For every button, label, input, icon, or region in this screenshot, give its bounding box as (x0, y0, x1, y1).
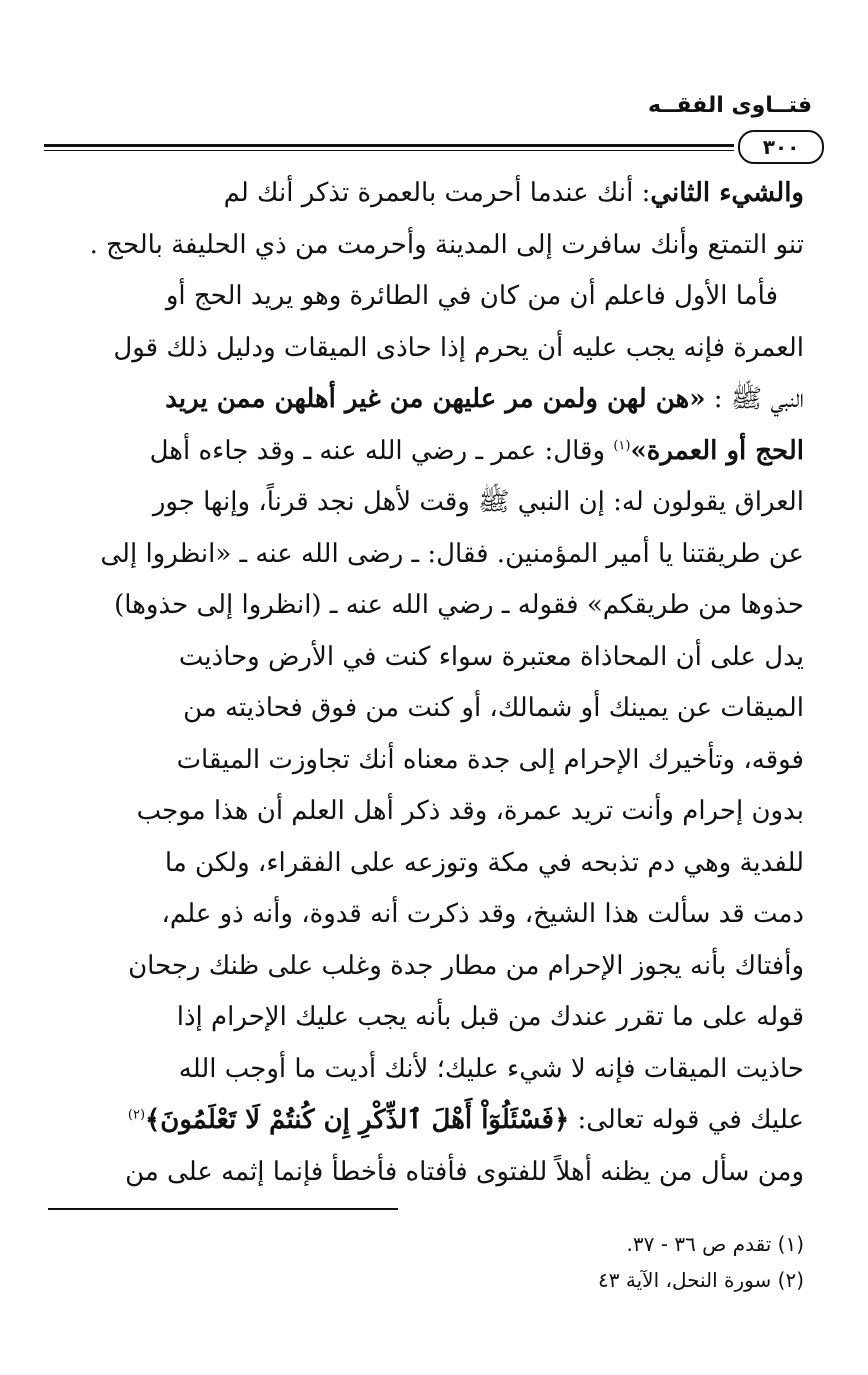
header-rule (44, 130, 824, 166)
text-span: النبي ﷺ : (713, 384, 804, 414)
footnote-divider (48, 1208, 398, 1210)
footnote-marker-2: (٢) (127, 1107, 146, 1123)
footnotes (52, 1226, 804, 1298)
text-line: فوقه، وتأخيرك الإحرام إلى جدة معناه أنك تجاوزت الميقات (176, 744, 804, 775)
text-line: وأفتاك بأنه يجوز الإحرام من مطار جدة وغلب على ظنك رجحان (128, 950, 804, 981)
header-rule-thin (44, 150, 734, 151)
page-header (44, 92, 824, 166)
header-rule-thick (44, 144, 734, 147)
text-line: بدون إحرام وأنت تريد عمرة، وقد ذكر أهل العلم أن هذا موجب (136, 796, 804, 826)
footnote-marker-1: (١) (613, 437, 631, 453)
footnote-1: (١) تقدم ص ٣٦ - ٣٧. (626, 1232, 804, 1256)
hadith-quote-end: الحج أو العمرة» (630, 435, 804, 466)
text-line: حاذيت الميقات فإنه لا شيء عليك؛ لأنك أديت ما أوجب الله (178, 1053, 804, 1084)
text-span: عليك في قوله تعالى: (577, 1105, 804, 1135)
text-line: العراق يقولون له: إن النبي ﷺ وقت لأهل نجد قرناً، وإنها جور (152, 487, 804, 517)
text-line: الميقات عن يمينك أو شمالك، أو كنت من فوق فحاذيته من (183, 693, 804, 723)
quran-verse: ﴿فَسْئَلُوٓاْ أَهْلَ ٱلذِّكْرِ إِن كُنتُمْ لَا تَعْلَمُونَ﴾ (145, 1105, 570, 1135)
text-line: حذوها من طريقكم» فقوله ـ رضي الله عنه ـ (انظروا إلى حذوها) (114, 590, 804, 620)
hadith-quote: «هن لهن ولمن مر عليهن من غير أهلهن ممن يريد (165, 384, 706, 414)
running-title: فتــاوى الفقــه (647, 93, 812, 118)
text-line: ومن سأل من يظنه أهلاً للفتوى فأفتاه فأخطأ فإنما إثمه على من (125, 1156, 804, 1187)
text-line (52, 1095, 804, 1147)
body-text (52, 168, 804, 1198)
text-span: : أنك عندما أحرمت بالعمرة تذكر أنك لم (223, 178, 651, 208)
text-line: فأما الأول فاعلم أن من كان في الطائرة وهو يريد الحج أو (165, 281, 778, 311)
text-line (52, 374, 804, 426)
text-line: دمت قد سألت هذا الشيخ، وقد ذكرت أنه قدوة، وأنه ذو علم، (161, 899, 804, 929)
text-line: يدل على أن المحاذاة معتبرة سواء كنت في الأرض وحاذيت (178, 641, 804, 672)
text-line (52, 426, 804, 478)
text-line: تنو التمتع وأنك سافرت إلى المدينة وأحرمت من ذي الحليفة بالحج . (89, 229, 804, 260)
page-number: ٣٠٠ (738, 130, 824, 164)
text-span: وقال: عمر ـ رضي الله عنه ـ وقد جاءه أهل (149, 435, 606, 466)
text-line: قوله على ما تقرر عندك من قبل بأنه يجب عليك الإحرام إذا (176, 1002, 804, 1032)
text-line (52, 168, 804, 220)
text-line: للفدية وهي دم تذبحه في مكة وتوزعه على الفقراء، ولكن ما (164, 847, 804, 878)
text-line: عن طريقتنا يا أمير المؤمنين. فقال: ـ رضى الله عنه ـ «انظروا إلى (100, 538, 804, 569)
text-line: العمرة فإنه يجب عليه أن يحرم إذا حاذى الميقات ودليل ذلك قول (113, 332, 804, 363)
section-heading: والشيء الثاني (650, 178, 804, 208)
footnote-2: (٢) سورة النحل، الآية ٤٣ (598, 1268, 804, 1292)
